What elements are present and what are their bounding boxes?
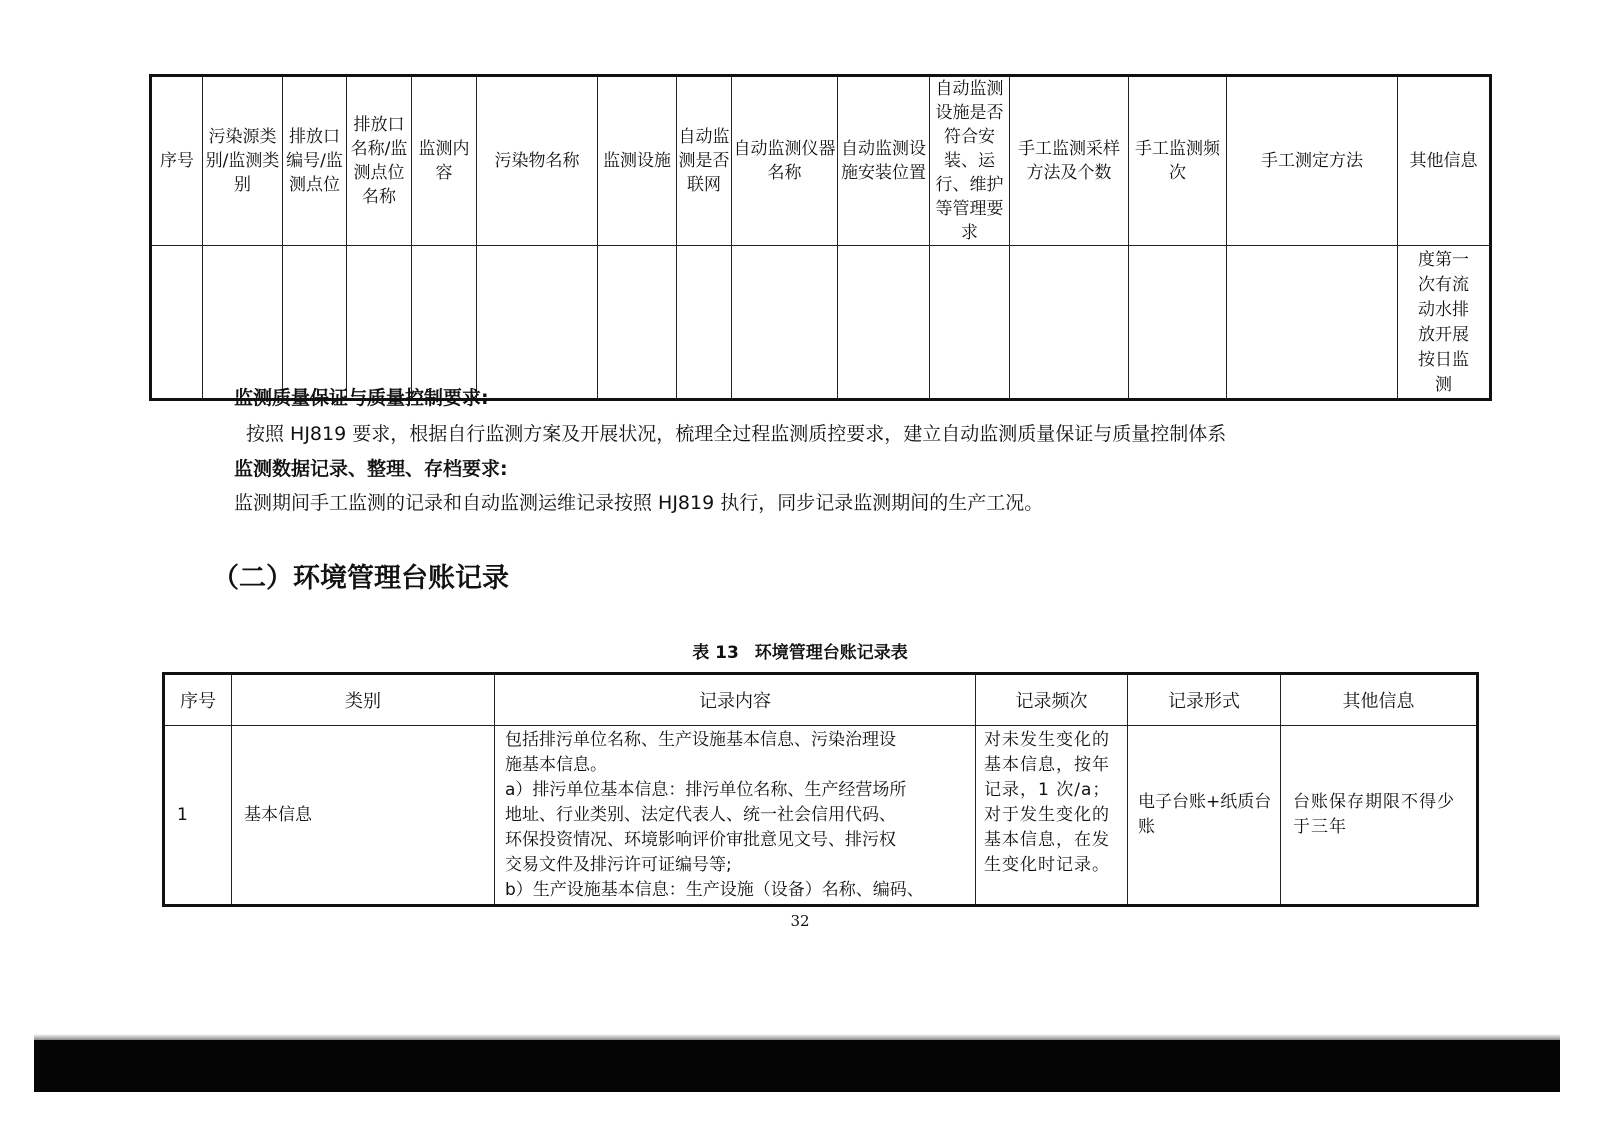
col-header-outlet-name: 排放口名称/监测点位名称 xyxy=(347,76,412,246)
cell xyxy=(838,246,930,400)
col-header-no: 序号 xyxy=(164,674,232,726)
content-line: 包括排污单位名称、生产设施基本信息、污染治理设 xyxy=(505,730,896,750)
cell xyxy=(151,246,203,400)
cell xyxy=(598,246,677,400)
col-header-facility: 监测设施 xyxy=(598,76,677,246)
content-line: b）生产设施基本信息：生产设施（设备）名称、编码、 xyxy=(505,880,924,900)
record-text: 监测期间手工监测的记录和自动监测运维记录按照 HJ819 执行，同步记录监测期间的生产工况。 xyxy=(234,492,1044,514)
ledger-table xyxy=(162,672,1479,907)
row-other: 台账保存期限不得少于三年 xyxy=(1281,726,1478,906)
other-info-text: 度第一次有流动水排放开展按日监测 xyxy=(1418,250,1469,395)
cell xyxy=(283,246,347,400)
cell xyxy=(677,246,732,400)
cell xyxy=(930,246,1010,400)
col-header-other: 其他信息 xyxy=(1281,674,1478,726)
col-header-outlet-id: 排放口编号/监测点位 xyxy=(283,76,347,246)
cell-other-info xyxy=(1398,246,1491,400)
cell xyxy=(732,246,838,400)
row-frequency: 对未发生变化的基本信息，按年记录，1 次/a；对于发生变化的基本信息，在发生变化时记录。 xyxy=(976,726,1128,906)
ledger-table-header-row xyxy=(164,674,1478,726)
col-header-form: 记录形式 xyxy=(1128,674,1281,726)
scan-edge-bar xyxy=(34,1040,1560,1092)
content-line: 施基本信息。 xyxy=(505,755,607,775)
col-header-frequency: 手工监测频次 xyxy=(1129,76,1227,246)
cell xyxy=(347,246,412,400)
monitoring-table xyxy=(149,74,1492,401)
col-header-content: 记录内容 xyxy=(495,674,976,726)
col-header-networked: 自动监测是否联网 xyxy=(677,76,732,246)
cell xyxy=(477,246,598,400)
cell xyxy=(1227,246,1398,400)
cell xyxy=(412,246,477,400)
row-content xyxy=(495,726,976,906)
cell xyxy=(1129,246,1227,400)
col-header-frequency: 记录频次 xyxy=(976,674,1128,726)
cell xyxy=(203,246,283,400)
qa-heading: 监测质量保证与质量控制要求: xyxy=(234,387,489,409)
col-header-install-location: 自动监测设施安装位置 xyxy=(838,76,930,246)
monitoring-table-header-row xyxy=(151,76,1491,246)
row-form: 电子台账+纸质台账 xyxy=(1128,726,1281,906)
col-header-test-method: 手工测定方法 xyxy=(1227,76,1398,246)
content-line: 交易文件及排污许可证编号等; xyxy=(505,855,732,875)
col-header-monitor-content: 监测内容 xyxy=(412,76,477,246)
col-header-sampling-method: 手工监测采样方法及个数 xyxy=(1010,76,1129,246)
col-header-other: 其他信息 xyxy=(1398,76,1491,246)
table-caption xyxy=(0,638,1600,663)
qa-text: 按照 HJ819 要求，根据自行监测方案及开展状况，梳理全过程监测质控要求，建立自动监测质量保证与质量控制体系 xyxy=(246,423,1227,445)
content-line: a）排污单位基本信息：排污单位名称、生产经营场所 xyxy=(505,780,907,800)
col-header-instrument: 自动监测仪器名称 xyxy=(732,76,838,246)
cell xyxy=(1010,246,1129,400)
table-row xyxy=(151,246,1491,400)
table-caption-title: 环境管理台账记录表 xyxy=(754,643,908,663)
col-header-compliance: 自动监测设施是否符合安装、运行、维护等管理要求 xyxy=(930,76,1010,246)
page-number: 32 xyxy=(790,912,810,930)
table-caption-number: 表 13 xyxy=(692,643,739,663)
content-line: 环保投资情况、环境影响评价审批意见文号、排污权 xyxy=(505,830,896,850)
section-title: （二）环境管理台账记录 xyxy=(212,563,509,594)
content-line: 地址、行业类别、法定代表人、统一社会信用代码、 xyxy=(505,805,896,825)
record-heading: 监测数据记录、整理、存档要求: xyxy=(234,458,508,480)
col-header-source-type: 污染源类别/监测类别 xyxy=(203,76,283,246)
row-number: 1 xyxy=(164,726,232,906)
col-header-category: 类别 xyxy=(232,674,495,726)
table-row xyxy=(164,726,1478,906)
col-header-pollutant: 污染物名称 xyxy=(477,76,598,246)
row-category: 基本信息 xyxy=(232,726,495,906)
col-header-no: 序号 xyxy=(151,76,203,246)
